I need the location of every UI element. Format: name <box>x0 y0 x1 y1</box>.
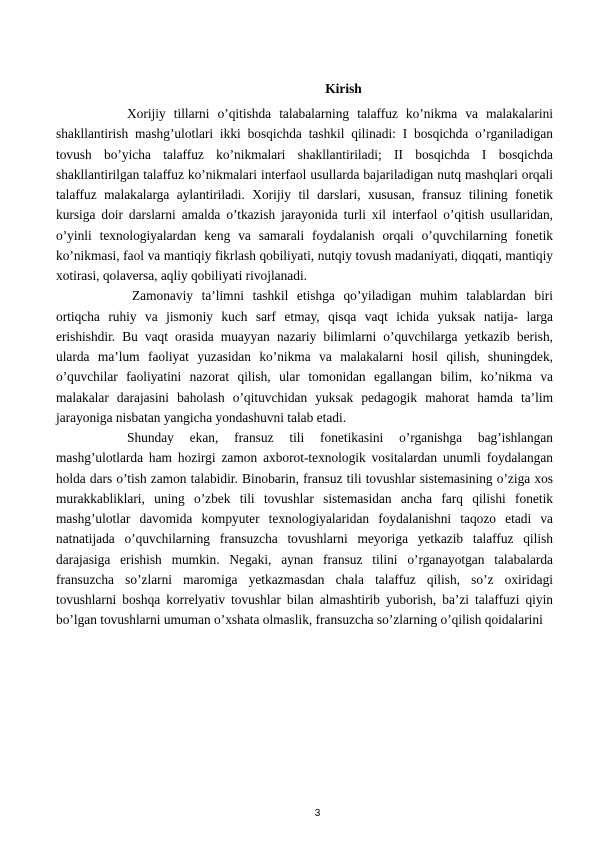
page-number: 3 <box>314 808 321 819</box>
page-title: Kirish <box>325 81 362 96</box>
paragraph-2: Zamonaviy ta’limni tashkil etishga qo’yiladigan muhim talablardan biri ortiqcha ruhiy va jismoniy kuch sarf etmay, qisqa vaqt ichida yuksak natija- larga erishishdir. Bu vaqt orasida muayyan nazariy bilimlarni o’quvchilarga yetkazib berish, ularda ma’lum faoliyat yuzasidan ko’nikma va malakalarni hosil qilish, shuningdek, o’quvchilar faoliyatini nazorat qilish, ular tomonidan egallangan bilim, ko’nikma va malakalar darajasini baholash o’qituvchidan yuksak pedagogik mahorat hamda ta’lim jarayoniga nisbatan yangicha yondashuvni talab etadi. <box>56 288 553 425</box>
paragraph-1: Xorijiy tillarni o’qitishda talabalarning talaffuz ko’nikma va malakalarini shakllantirish mashg’ulotlari ikki bosqichda tashkil qilinadi: I bosqichda o’rganiladigan tovush bo’yicha talaffuz ko’nikmalari shakllantiriladi; II bosqichda I bosqichda shakllantirilgan talaffuz ko’nikmalari interfaol usullarda bajariladigan nutq mashqlari orqali talaffuz malakalarga aylantiriladi. Xorijiy til darslari, xususan, fransuz tilining fonetik kursiga doir darslarni amalda o’tkazish jarayonida turli xil interfaol o’qitish usullaridan, o’yinli texnologiyalardan keng va samarali foydalanish orqali o’quvchilarning fonetik ko’nikmasi, faol va mantiqiy fikrlash qobiliyati, nutqiy tovush madaniyati, diqqati, mantiqiy xotirasi, qolaversa, aqliy qobiliyati rivojlanadi. <box>56 106 553 283</box>
document-body <box>56 104 553 631</box>
paragraph-3: Shunday ekan, fransuz tili fonetikasini o’rganishga bag’ishlangan mashg’ulotlarda ham hozirgi zamon axborot-texnologik vositalardan unumli foydalangan holda dars o’tish zamon talabidir. Binobarin, fransuz tili tovushlar sistemasining o’ziga xos murakkabliklari, uning o’zbek tili tovushlar sistemasidan ancha farq qilishi fonetik mashg’ulotlar davomida kompyuter texnologiyalaridan foydalanishni taqozo etadi va natnatijada o’quvchilarning fransuzcha tovushlarni meyoriga yetkazib talaffuz qilish darajasiga erishish mumkin. Negaki, aynan fransuz tilini o’rganayotgan talabalarda fransuzcha so’zlarni maromiga yetkazmasdan chala talaffuz qilish, so’z oxiridagi tovushlarni boshqa korrelyativ tovushlar bilan almashtirib yuborish, ba’zi talaffuzi qiyin bo’lgan tovushlarni umuman o’xshata olmaslik, fransuzcha so’zlarning o’qilish qoidalarini <box>56 430 553 628</box>
